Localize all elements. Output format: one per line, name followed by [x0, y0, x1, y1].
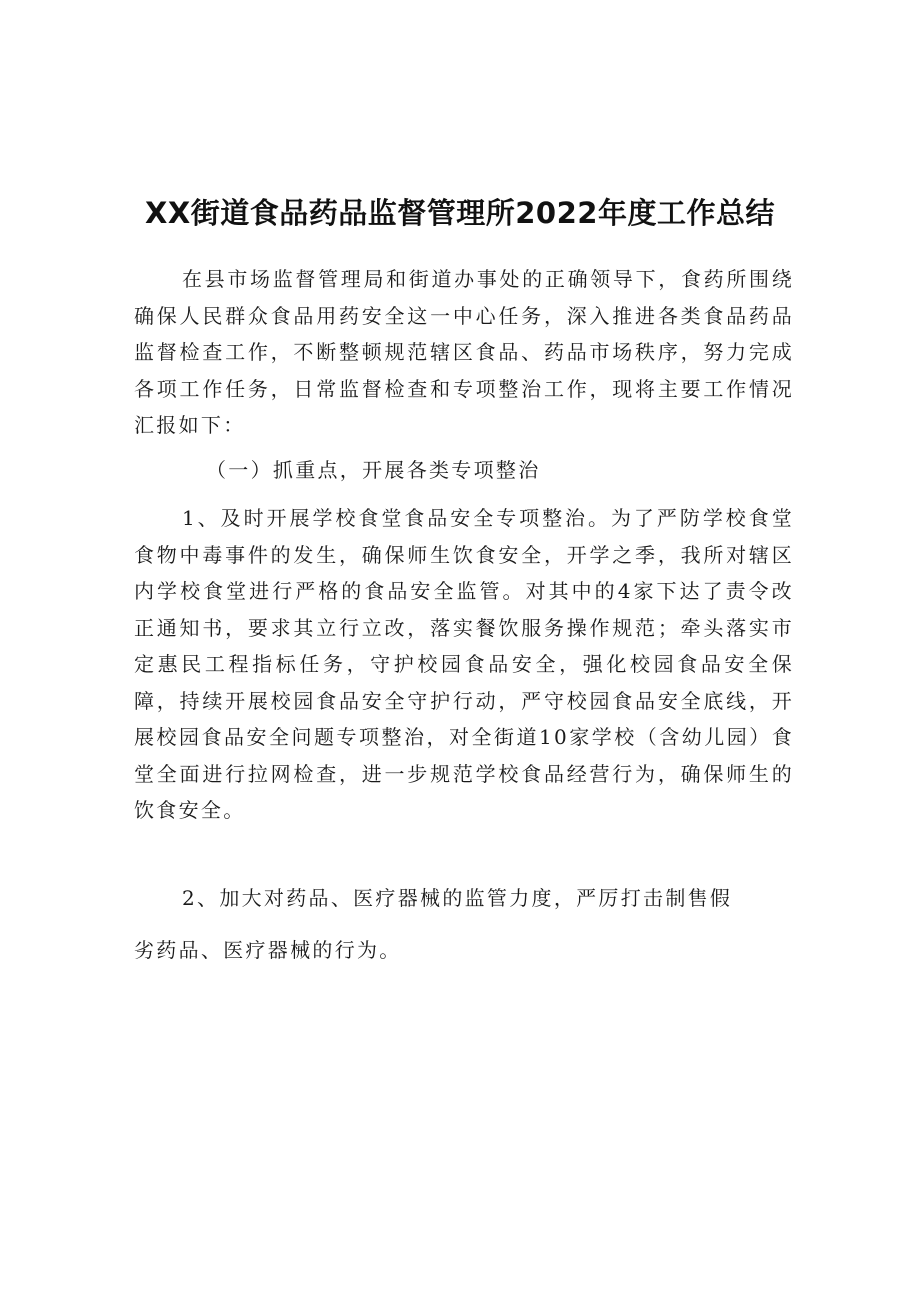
- intro-paragraph: 在县市场监督管理局和街道办事处的正确领导下，食药所围绕确保人民群众食品用药安全这一中心任务，深入推进各类食品药品监督检查工作，不断整顿规范辖区食品、药品市场秩序，努力完成各项工作任务，日常监督检查和专项整治工作，现将主要工作情况汇报如下：: [134, 267, 794, 437]
- item-paragraph-1: 1、及时开展学校食堂食品安全专项整治。为了严防学校食堂食物中毒事件的发生，确保师生饮食安全，开学之季，我所对辖区内学校食堂进行严格的食品安全监管。对其中的4家下达了责令改正通知书，要求其立行立改，落实餐饮服务操作规范；牵头落实市定惠民工程指标任务，守护校园食品安全，强化校园食品安全保障，持续开展校园食品安全守护行动，严守校园食品安全底线，开展校园食品安全问题专项整治，对全街道10家学校（含幼儿园）食堂全面进行拉网检查，进一步规范学校食品经营行为，确保师生的饮食安全。: [134, 506, 794, 822]
- item-paragraph-2: 2、加大对药品、医疗器械的监管力度，严厉打击制售假劣药品、医疗器械的行为。: [134, 886, 733, 962]
- section-heading-1: （一）抓重点，开展各类专项整治: [206, 458, 541, 482]
- document-title: XX街道食品药品监督管理所2022年度工作总结: [145, 196, 775, 231]
